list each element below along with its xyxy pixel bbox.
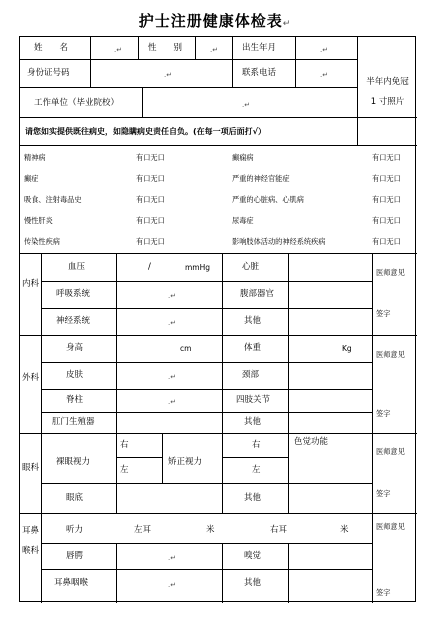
respiratory-label: 呼吸系统 <box>56 289 91 299</box>
neck-label: 颈部 <box>242 370 260 380</box>
photo-hint-line2: 1 寸照片 <box>370 97 405 107</box>
photo-hint-line1: 半年内免冠 <box>366 77 409 87</box>
history-item: 严重的神经官能症 <box>232 174 290 183</box>
ent-organ-label: 耳鼻咽喉 <box>54 578 89 588</box>
lips-palate-label: 唇腭 <box>66 551 84 561</box>
yes-no-checkbox[interactable]: 有口无口 <box>372 195 401 204</box>
internal-opinion-label: 医师意见 <box>376 268 405 277</box>
naked-left-label: 左 <box>120 465 129 475</box>
bp-label: 血压 <box>68 262 86 272</box>
skin-label: 皮肤 <box>66 370 84 380</box>
right-ear-label: 右耳 <box>270 525 288 535</box>
spine-label: 脊柱 <box>66 395 84 405</box>
yes-no-checkbox[interactable]: 有口无口 <box>372 174 401 183</box>
bp-slash: / <box>148 262 151 272</box>
corrected-left-label: 左 <box>252 465 261 475</box>
gender-label: 性 别 <box>148 43 183 53</box>
heart-label: 心脏 <box>242 262 260 272</box>
birth-label: 出生年月 <box>242 43 277 53</box>
yes-no-checkbox[interactable]: 有口无口 <box>372 237 401 246</box>
history-item: 尿毒症 <box>232 216 254 225</box>
exam-form-table: 姓 名 .↵ 性 别 .↵ 出生年月 .↵ 身份证号码 .↵ 联系电话 .↵ 工作单位（毕业院校） .↵ 半年内免冠 1 寸照片 请您如实提供既往病史，如隐瞒病史责任自负。(在每一项后面打√） 精神病 有口无口 癫痫病 有口无口 癫症 有口无口 严重的神经官能症 有口无口 吸食、注射毒品史 有口无口 严重的心脏病、心肌病 有口无口 慢性肝炎 有口无口 尿毒症 有口无口 传染性疾病 有口无口 影响肢体活动的神经系统疾病 有口无口 内科 外科 眼科 耳鼻喉科 血压 / mmHg 心脏 呼吸系统 .↵ 腹部器官 神经系统 .↵ 其他 医师意见 签字 身高 cm 体重 Kg 皮肤 .↵ 颈部 脊柱 .↵ 四肢关节 肛门生殖器 其他 医师意见 签字 裸眼视力 右 左 矫正视力 右 左 色觉功能 眼底 其他 医师意见 签字 听力 左耳 米 右耳 米 唇腭 .↵ 嗅觉 耳鼻咽喉 .↵ 其他 医师意见 签字 <box>19 36 416 602</box>
section-surgery: 外科 <box>21 373 39 383</box>
surgery-other-label: 其他 <box>244 417 262 427</box>
work-unit-label: 工作单位（毕业院校） <box>34 98 120 108</box>
history-item: 慢性肝炎 <box>24 216 53 225</box>
history-item: 严重的心脏病、心肌病 <box>232 195 304 204</box>
left-ear-unit: 米 <box>206 525 215 535</box>
surgery-opinion-label: 医师意见 <box>376 350 405 359</box>
limbs-label: 四肢关节 <box>236 395 271 405</box>
naked-vision-label: 裸眼视力 <box>56 457 91 467</box>
yes-no-checkbox[interactable]: 有口无口 <box>136 237 165 246</box>
height-label: 身高 <box>66 343 84 353</box>
internal-signature-label: 签字 <box>376 309 391 318</box>
history-item: 传染性疾病 <box>24 237 60 246</box>
yes-no-checkbox[interactable]: 有口无口 <box>136 216 165 225</box>
ent-signature-label: 签字 <box>376 588 391 597</box>
weight-unit: Kg <box>342 344 352 353</box>
history-notice: 请您如实提供既往病史，如隐瞒病史责任自负。(在每一项后面打√） <box>25 127 266 136</box>
ent-other-label: 其他 <box>244 578 262 588</box>
abdomen-label: 腹部器官 <box>240 289 275 299</box>
yes-no-checkbox[interactable]: 有口无口 <box>136 174 165 183</box>
smell-label: 嗅觉 <box>244 551 262 561</box>
eye-signature-label: 签字 <box>376 489 391 498</box>
neuro-label: 神经系统 <box>56 316 91 326</box>
history-item: 癫痫病 <box>232 153 254 162</box>
anal-genital-label: 肛门生殖器 <box>52 417 95 427</box>
ent-opinion-label: 医师意见 <box>376 522 405 531</box>
eye-other-label: 其他 <box>244 493 262 503</box>
phone-label: 联系电话 <box>242 68 277 78</box>
naked-right-label: 右 <box>120 440 129 450</box>
section-internal-medicine: 内科 <box>21 279 39 289</box>
corrected-right-label: 右 <box>252 440 261 450</box>
yes-no-checkbox[interactable]: 有口无口 <box>372 216 401 225</box>
hearing-label: 听力 <box>66 525 84 535</box>
section-ent: 耳鼻喉科 <box>21 526 39 556</box>
id-number-label: 身份证号码 <box>27 68 70 78</box>
section-ophthalmology: 眼科 <box>21 463 39 473</box>
internal-other-label: 其他 <box>244 316 262 326</box>
history-item: 吸食、注射毒品史 <box>24 195 82 204</box>
history-item: 影响肢体活动的神经系统疾病 <box>232 237 326 246</box>
left-ear-label: 左耳 <box>134 525 152 535</box>
bp-unit: mmHg <box>185 263 211 272</box>
name-label: 姓 名 <box>34 43 69 53</box>
yes-no-checkbox[interactable]: 有口无口 <box>136 153 165 162</box>
history-item: 癫症 <box>24 174 39 183</box>
yes-no-checkbox[interactable]: 有口无口 <box>136 195 165 204</box>
color-vision-label: 色觉功能 <box>294 437 329 447</box>
eye-opinion-label: 医师意见 <box>376 447 405 456</box>
corrected-vision-label: 矫正视力 <box>168 457 203 467</box>
right-ear-unit: 米 <box>340 525 349 535</box>
surgery-signature-label: 签字 <box>376 409 391 418</box>
history-item: 精神病 <box>24 153 46 162</box>
document-title: 护士注册健康体检表↵ <box>138 12 292 30</box>
weight-label: 体重 <box>244 343 262 353</box>
fundus-label: 眼底 <box>66 493 84 503</box>
height-unit: cm <box>180 344 192 353</box>
yes-no-checkbox[interactable]: 有口无口 <box>372 153 401 162</box>
